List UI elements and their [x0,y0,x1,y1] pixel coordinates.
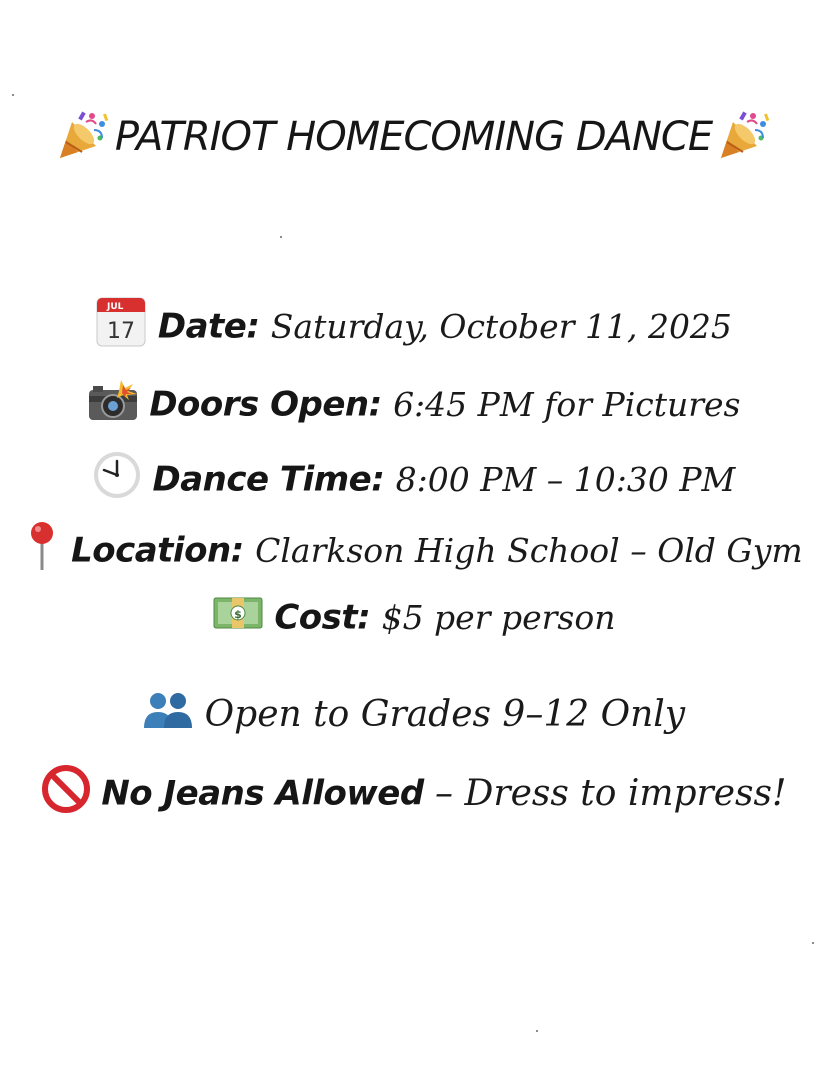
doors-open-line [0,378,827,431]
no-entry-icon [41,764,91,823]
location-label: Location: [71,530,256,571]
title-row [0,108,827,166]
location-line [0,520,827,581]
date-label: Date: [157,306,271,347]
cost-label: Cost: [274,597,382,638]
svg-text:$: $ [233,608,242,621]
two-people-icon [142,690,194,739]
doors-open-value: 6:45 PM for Pictures [393,385,741,424]
date-value: Saturday, October 11, 2025 [270,307,732,346]
dress-code-label: No Jeans Allowed [101,773,436,814]
dance-time-line [0,450,827,509]
cost-value: $5 per person [381,598,616,637]
doors-open-label: Doors Open: [149,384,394,425]
party-popper-icon [717,108,771,166]
dress-code-value: – Dress to impress! [435,773,787,814]
dance-time-label: Dance Time: [152,459,396,500]
calendar-month: JUL [107,302,124,312]
dress-code-line [0,764,827,823]
scan-speck [812,942,814,944]
dance-time-value: 8:00 PM – 10:30 PM [395,460,736,499]
party-popper-icon [56,108,110,166]
page-title: PATRIOT HOMECOMING DANCE [114,114,713,160]
camera-flash-icon [87,378,139,431]
scan-speck [280,236,282,238]
scan-speck [536,1030,538,1032]
scan-speck [12,94,14,96]
clock-icon [92,450,142,509]
calendar-day: 17 [107,319,136,344]
pushpin-icon [24,520,60,581]
cost-line [0,594,827,641]
location-value: Clarkson High School – Old Gym [255,531,803,570]
grades-text: Open to Grades 9–12 Only [204,694,686,735]
date-line [0,296,827,357]
money-icon [212,594,264,641]
calendar-icon [95,296,147,357]
grades-line [0,690,827,739]
